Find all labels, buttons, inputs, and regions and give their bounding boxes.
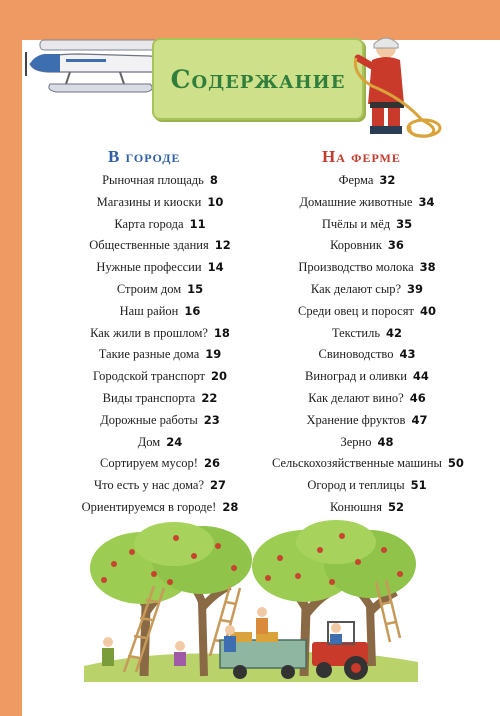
toc-entry-page: 50 — [447, 456, 464, 471]
toc-entry-label: Текстиль — [331, 325, 381, 340]
toc-entry-page: 52 — [388, 499, 405, 514]
toc-entry-label: Как жили в прошлом? — [90, 325, 208, 340]
toc-entry-page: 20 — [211, 369, 228, 384]
toc-entry[interactable] — [272, 235, 462, 257]
toc-entry[interactable] — [272, 344, 462, 366]
toc-entry[interactable] — [70, 214, 250, 236]
toc-entry-label: Сортируем мусор! — [100, 456, 198, 471]
toc-entry-label: Общественные здания — [89, 238, 209, 253]
toc-entry[interactable] — [70, 366, 250, 388]
toc-entry[interactable] — [70, 279, 250, 301]
toc-entry-page: 47 — [411, 412, 428, 427]
toc-entry[interactable] — [70, 170, 250, 192]
farm-section-heading: На ферме — [322, 147, 401, 166]
toc-entry-label: Свиноводство — [318, 347, 394, 362]
title-banner — [152, 38, 364, 120]
toc-entry-label: Карта города — [114, 216, 184, 231]
city-contents-list — [70, 170, 250, 519]
toc-entry-label: Коровник — [330, 238, 382, 253]
toc-entry-label: Хранение фруктов — [306, 412, 406, 427]
farm-contents-list — [272, 170, 462, 519]
toc-entry-page: 22 — [201, 390, 218, 405]
toc-entry-label: Такие разные дома — [98, 347, 200, 362]
toc-entry-label: Что есть у нас дома? — [93, 478, 205, 493]
toc-entry[interactable] — [272, 214, 462, 236]
toc-entry[interactable] — [272, 279, 462, 301]
toc-entry-page: 28 — [222, 499, 239, 514]
toc-entry[interactable] — [272, 323, 462, 345]
toc-entry-label: Нужные профессии — [96, 260, 202, 275]
toc-entry-label: Как делают сыр? — [310, 281, 402, 296]
toc-entry-label: Конюшня — [329, 499, 383, 514]
toc-entry[interactable] — [272, 388, 462, 410]
toc-entry[interactable] — [272, 257, 462, 279]
toc-entry-page: 35 — [396, 216, 413, 231]
toc-entry-page: 14 — [207, 260, 224, 275]
toc-entry-page: 8 — [209, 173, 218, 187]
toc-entry-label: Строим дом — [116, 281, 182, 296]
toc-entry-label: Виноград и оливки — [305, 369, 407, 384]
city-section-heading: В городе — [108, 147, 181, 166]
toc-entry[interactable] — [70, 410, 250, 432]
toc-entry-label: Дом — [137, 434, 161, 449]
toc-entry-label: Домашние животные — [299, 194, 413, 209]
toc-entry-label: Огород и теплицы — [307, 478, 405, 493]
toc-entry[interactable] — [272, 170, 462, 192]
toc-entry[interactable] — [70, 323, 250, 345]
toc-entry-label: Дорожные работы — [100, 412, 198, 427]
toc-entry-page: 24 — [166, 434, 183, 449]
toc-entry-page: 27 — [210, 478, 227, 493]
toc-entry-page: 16 — [184, 303, 201, 318]
toc-entry[interactable] — [70, 192, 250, 214]
toc-entry-page: 34 — [418, 194, 435, 209]
toc-entry[interactable] — [272, 366, 462, 388]
toc-entry-label: Пчёлы и мёд — [321, 216, 391, 231]
toc-entry-page: 42 — [386, 325, 403, 340]
toc-entry-page: 39 — [407, 281, 424, 296]
toc-entry-label: Ориентируемся в городе! — [81, 499, 217, 514]
toc-entry[interactable] — [272, 301, 462, 323]
toc-entry-label: Среди овец и поросят — [298, 303, 414, 318]
toc-entry-page: 48 — [377, 434, 394, 449]
toc-entry[interactable] — [70, 475, 250, 497]
toc-entry-label: Сельскохозяйственные машины — [272, 456, 442, 471]
toc-entry-page: 51 — [410, 478, 427, 493]
toc-entry[interactable] — [272, 453, 462, 475]
toc-entry-label: Рыночная площадь — [102, 173, 204, 187]
toc-entry[interactable] — [272, 475, 462, 497]
toc-entry-label: Производство молока — [298, 260, 414, 275]
toc-entry-page: 12 — [214, 238, 231, 253]
toc-entry[interactable] — [70, 301, 250, 323]
toc-entry-page: 23 — [203, 412, 220, 427]
toc-entry-page: 44 — [412, 369, 429, 384]
toc-entry-page: 19 — [205, 347, 222, 362]
toc-entry[interactable] — [272, 192, 462, 214]
toc-entry-label: Как делают вино? — [308, 390, 404, 405]
orchard-harvest-illustration — [84, 516, 418, 682]
toc-entry-label: Городской транспорт — [92, 369, 206, 384]
toc-entry[interactable] — [70, 344, 250, 366]
toc-entry[interactable] — [70, 388, 250, 410]
toc-entry-page: 40 — [419, 303, 436, 318]
toc-entry-label: Виды транспорта — [102, 390, 196, 405]
toc-entry-page: 38 — [419, 260, 436, 275]
toc-entry-page: 10 — [207, 194, 224, 209]
toc-entry-page: 46 — [409, 390, 426, 405]
page-title: Содержание — [170, 64, 346, 94]
toc-entry[interactable] — [70, 453, 250, 475]
toc-entry-page: 36 — [387, 238, 404, 253]
toc-entry[interactable] — [70, 235, 250, 257]
toc-entry-page: 18 — [213, 325, 230, 340]
toc-entry-label: Магазины и киоски — [96, 194, 202, 209]
toc-entry[interactable] — [272, 410, 462, 432]
toc-entry-page: 43 — [399, 347, 416, 362]
toc-entry-page: 32 — [379, 173, 396, 187]
toc-entry-page: 26 — [203, 456, 220, 471]
toc-entry-label: Зерно — [340, 434, 372, 449]
firefighter-icon — [352, 34, 447, 140]
toc-entry-label: Наш район — [119, 303, 179, 318]
toc-entry[interactable] — [70, 257, 250, 279]
toc-entry-label: Ферма — [338, 173, 374, 187]
toc-entry-page: 11 — [189, 216, 206, 231]
toc-entry-page: 15 — [187, 281, 204, 296]
toc-entry[interactable] — [70, 432, 250, 454]
toc-entry[interactable] — [272, 432, 462, 454]
